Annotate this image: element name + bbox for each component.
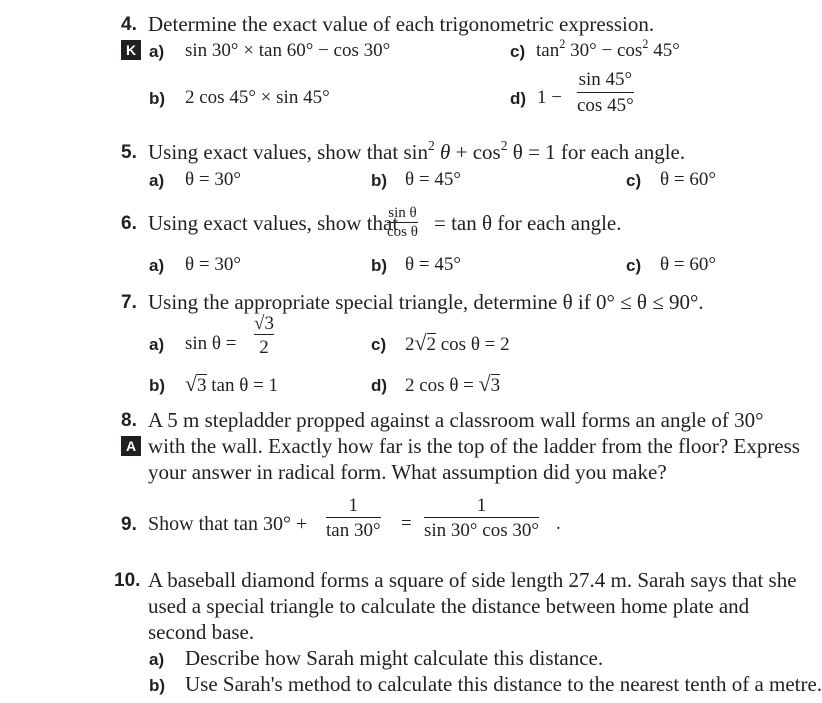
q10-b-label: b) <box>149 676 166 695</box>
q4-a-expr: sin 30° × tan 60° − cos 30° <box>185 40 391 61</box>
q4-d-numerator: sin 45° <box>578 69 633 90</box>
q10-number: 10. <box>114 570 141 591</box>
q7-b-label: b) <box>149 376 166 395</box>
q7-number: 7. <box>121 292 137 313</box>
q6-post: = tan θ for each angle. <box>434 211 622 235</box>
q10-b-text: Use Sarah's method to calculate this distance to the nearest tenth of a metre. <box>185 672 822 696</box>
q10-line-3: second base. <box>148 620 255 644</box>
q4-badge-knowledge: K <box>121 40 141 60</box>
q5-b-expr: θ = 45° <box>405 169 461 190</box>
q4-b-expr: 2 cos 45° × sin 45° <box>185 87 330 108</box>
q9-f1-numerator: 1 <box>348 495 359 516</box>
q5-text: Using exact values, show that $\sin^2 \theta + \cos^2 \theta = 1$ for each angle. <box>148 138 686 164</box>
q7-d-expr: 2 cos θ = √3 <box>405 372 501 396</box>
q9-fraction-2 <box>424 496 539 540</box>
q7-text: Using the appropriate special triangle, determine θ if 0° ≤ θ ≤ 90°. <box>148 290 704 314</box>
q9-f2-numerator: 1 <box>476 495 487 516</box>
q7-b-expr: √3 tan θ = 1 <box>185 372 279 396</box>
q8-line-3: your answer in radical form. What assumption did you make? <box>148 460 667 484</box>
q9-end: . <box>556 513 561 534</box>
q9-pre: Show that tan 30° + <box>148 513 308 535</box>
q5-c-expr: θ = 60° <box>660 169 716 190</box>
q6-denominator: cos θ <box>387 224 418 240</box>
q4-d-denominator: cos 45° <box>577 95 634 116</box>
q10-line-1: A baseball diamond forms a square of side length 27.4 m. Sarah says that she <box>148 568 797 592</box>
q7-d-label: d) <box>371 376 388 395</box>
q10-a-text: Describe how Sarah might calculate this distance. <box>185 646 604 670</box>
q4-d-pre: 1 − <box>537 87 562 108</box>
q8-badge-application: A <box>121 436 141 456</box>
q7-a-label: a) <box>149 335 165 354</box>
q9-number: 9. <box>121 514 137 535</box>
q4-c-expr: $\tan^2 30^\circ - \cos^2 45^\circ$ <box>536 36 680 61</box>
q6-numerator: sin θ <box>388 205 417 221</box>
q6-b-label: b) <box>371 256 388 275</box>
q5-c-label: c) <box>626 171 642 190</box>
q9-f1-denominator: tan 30° <box>326 520 381 541</box>
q10-a-label: a) <box>149 650 165 669</box>
q5-number: 5. <box>121 142 137 163</box>
q7-a-denominator: 2 <box>259 337 269 358</box>
q8-line-1: A 5 m stepladder propped against a classroom wall forms an angle of 30° <box>148 408 764 432</box>
q5-a-label: a) <box>149 171 165 190</box>
q8-line-2: with the wall. Exactly how far is the top of the ladder from the floor? Express <box>148 434 800 458</box>
q6-number: 6. <box>121 213 137 234</box>
q5-b-label: b) <box>371 171 388 190</box>
q7-c-expr: 2√2 cos θ = 2 <box>405 331 510 355</box>
q9-equals: = <box>401 513 412 534</box>
q8-number: 8. <box>121 410 137 431</box>
q6-c-expr: θ = 60° <box>660 254 716 275</box>
q4-b-label: b) <box>149 89 166 108</box>
q7-a-numerator: √3 <box>254 313 274 334</box>
q4-d-label: d) <box>510 89 527 108</box>
q9-fraction-1 <box>326 496 381 540</box>
q4-a-label: a) <box>149 42 165 61</box>
q4-d-fraction <box>577 70 634 115</box>
q6-fraction <box>387 206 418 240</box>
q4-text: Determine the exact value of each trigonometric expression. <box>148 12 655 36</box>
q10-line-2: used a special triangle to calculate the distance between home plate and <box>148 594 750 618</box>
q4-c-label: c) <box>510 42 526 61</box>
q4-number: 4. <box>121 14 137 35</box>
q5-a-expr: θ = 30° <box>185 169 241 190</box>
q7-a-pre: sin θ = <box>185 333 237 354</box>
q6-c-label: c) <box>626 256 642 275</box>
q6-b-expr: θ = 45° <box>405 254 461 275</box>
q7-c-label: c) <box>371 335 387 354</box>
q7-a-fraction <box>254 314 274 357</box>
q6-a-label: a) <box>149 256 165 275</box>
q6-a-expr: θ = 30° <box>185 254 241 275</box>
q9-f2-denominator: sin 30° cos 30° <box>424 520 539 541</box>
q6-pre: Using exact values, show that <box>148 211 399 235</box>
